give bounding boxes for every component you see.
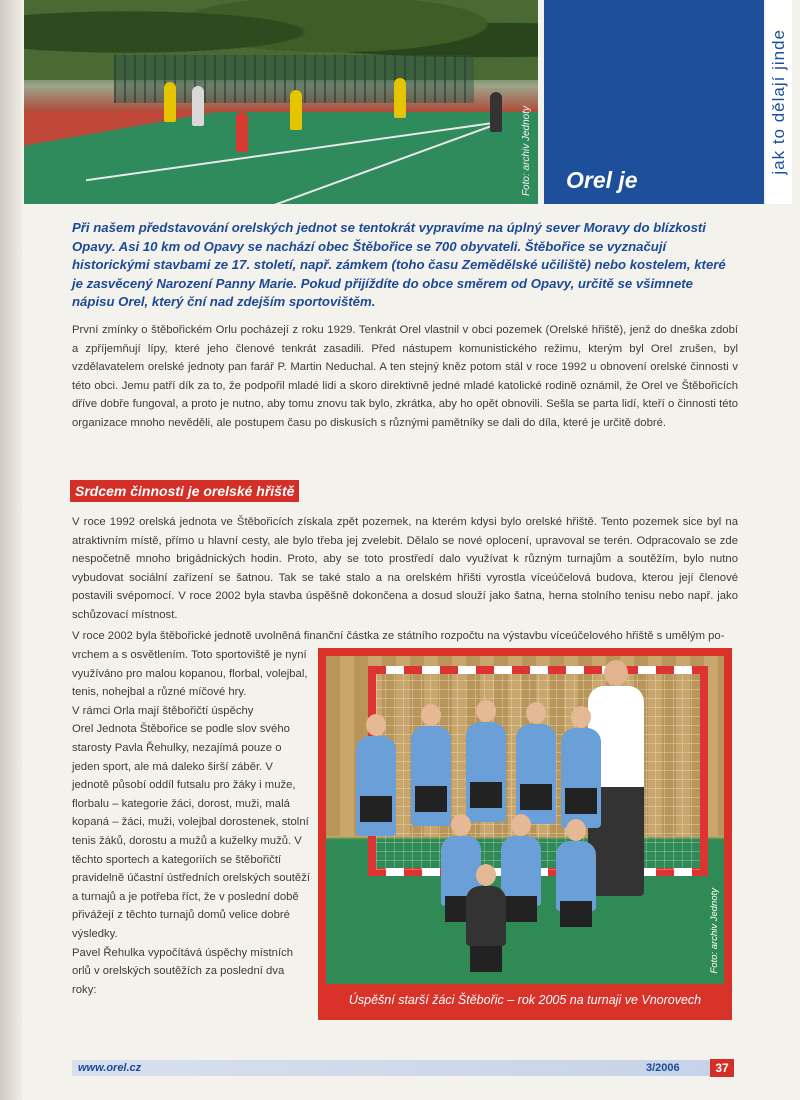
- side-tag-label: jak to dělají jinde: [769, 29, 788, 175]
- body-paragraph-surface: vrchem a s osvětlením. Toto sportoviště je nyní využíváno pro malou kopanou, florbal, volejbal, tenis, nohejbal a různé míčové hry.: [72, 649, 308, 699]
- section-heading: Srdcem činnosti je orelské hřiště: [70, 480, 299, 502]
- top-photo-futsal-match: [24, 0, 538, 204]
- body-paragraph-funding: V roce 2002 byla štěbořické jednotě uvolněná finanční částka ze státního rozpočtu na výstavbu víceúčelového hřiště s umělým po-: [72, 630, 725, 642]
- body-column-left: [72, 646, 310, 999]
- section-header-box: [544, 0, 764, 204]
- subheading-success: V rámci Orla mají štěbořičtí úspěchy: [72, 704, 254, 717]
- body-paragraph-sports: Orel Jednota Štěbořice se podle slov svého starosty Pavla Řehulky, nezajímá pouze o jeden sport, ale má daleko širší záběr. V jednotě působí oddíl futsalu pro žáky i muže, florbalu – kategorie žáci, dorost, muži, malá kopaná – žáci, muži, volejbal dorostenek, stolní tenis žáků, dorostu a mužů a kuželky mužů. V těchto sportech a kategoriích se štěbořičtí pravidelně účastní ústředních orelských soutěží a turnajů a je potřeba říct, že v poslední době přivážejí z těchto turnajů domů velice dobré výsledky.: [72, 723, 310, 940]
- footer-bar: [72, 1060, 732, 1076]
- side-tag: [766, 0, 792, 204]
- team-photo-image: [326, 656, 724, 984]
- team-photo-frame: [318, 648, 732, 1020]
- body-paragraph-playground: V roce 1992 orelská jednota ve Štěbořicích získala zpět pozemek, na kterém kdysi bylo orelské hřiště. Tento pozemek sice byl na atraktivním místě, přímo u hlavní cesty, ale bylo třeba jej zvelebit. Dělalo se nové oplocení, upravoval se terén. Odpracovalo se zde nespočetně mnoho brigádnických hodin. Proto, aby se toto prostředí dalo využívat k různým turnajům a soutěžím, bylo nutno vybudovat sociální zařízení se šatnou. Tak se také stalo a na orelském hřišti vyrostla víceúčelová budova, kterou její členové postavili svépomocí. V roce 2002 byla stavba úspěšně dokončena a dosud slouží jako šatna, herna stolního tenisu nebo např. jako schůzovací místnost.: [72, 516, 738, 621]
- footer-url: www.orel.cz: [78, 1062, 142, 1074]
- page-number: 37: [710, 1059, 734, 1077]
- body-paragraph-results: Pavel Řehulka vypočítává úspěchy místních orlů v orelských soutěžích za poslední dva roky:: [72, 946, 294, 996]
- page-title: Orel je: [566, 167, 638, 193]
- lead-paragraph: Při našem představování orelských jednot se tentokrát vypravíme na úplný sever Moravy do blízkosti Opavy. Asi 10 km od Opavy se nachází obec Štěbořice se 700 obyvateli. Štěbořice se vyznačují historickými stavbami ze 17. století, např. zámkem (toho času Zemědělské učiliště) nebo kostelem, které je zasvěcený Narození Panny Marie. Pokud přijíždíte do obce směrem od Opavy, určitě se všimnete nápisu Orel, který ční nad zdejším sportovištěm.: [72, 220, 726, 309]
- footer-issue: 3/2006: [646, 1062, 680, 1074]
- team-photo-caption: Úspěšní starší žáci Štěbořic – rok 2005 na turnaji ve Vnorovech: [348, 993, 702, 1007]
- top-photo-credit: Foto: archiv Jednoty: [521, 105, 532, 196]
- page-binding-shadow: [0, 0, 22, 1100]
- team-photo-credit: Foto: archiv Jednoty: [709, 888, 720, 974]
- body-paragraph-history: První zmínky o štěbořickém Orlu pocházejí z roku 1929. Tenkrát Orel vlastnil v obci pozemek (Orelské hřiště), jenž do dneška zdobí a zpříjemňují lípy, které jeho členové tenkrát zasadili. Před nástupem komunistického režimu, kterým byl Orel zrušen, byl vzdělavatelem orelské jednoty pan farář P. Martin Neduchal. A ten stejný kněz potom stál v roce 1992 u obnovení orelské činnosti v této obci. Jemu patří dík za to, že podpořil mladé lidi a skoro direktivně jedné mladé katolické rodině oznámil, že Orel ve Štěbořicích dříve dobře fungoval, a proto je nutno, aby tomu znovu tak bylo, zkrátka, aby ho opět obnovili. Sešla se parta lidí, kteří o činnosti této organizace mnoho nevěděli, ale postupem času po diskusích s různými pamětníky se dali do díla, které je určitě dobré.: [72, 324, 738, 429]
